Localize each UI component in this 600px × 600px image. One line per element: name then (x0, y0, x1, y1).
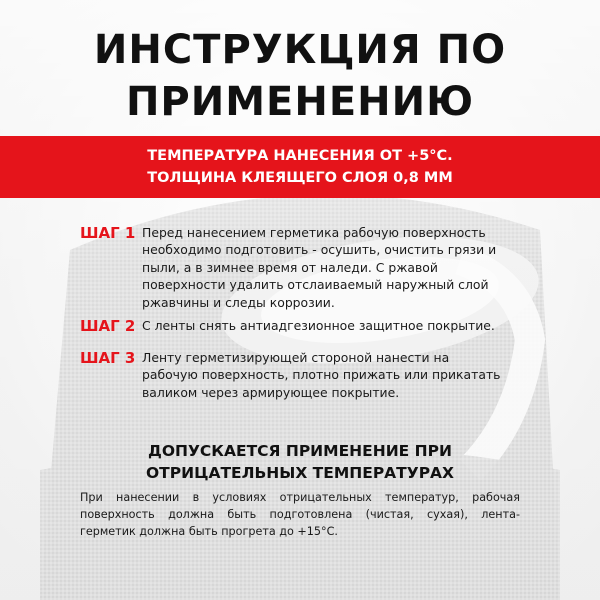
step-text-line: Перед нанесением герметика рабочую поверхность (142, 225, 486, 240)
step-3-text (142, 349, 534, 401)
note-line: герметик должна быть прогрета до +15°С. (80, 525, 338, 538)
note-line: поверхность должна быть подготовлена (чистая, сухая), лента- (80, 508, 520, 521)
banner-line-1: ТЕМПЕРАТУРА НАНЕСЕНИЯ ОТ +5°С. (147, 148, 453, 164)
step-text-line: пыли, а в зимнее время от наледи. С ржавой (142, 259, 438, 275)
title-line-1: ИНСТРУКЦИЯ ПО (93, 27, 507, 73)
title-line-2: ПРИМЕНЕНИЮ (125, 79, 475, 125)
step-text-line: необходимо подготовить - осушить, очистить грязи и (142, 242, 497, 258)
step-text-line: рабочую поверхность, плотно прижать или прикатать (142, 367, 501, 383)
step-text-line: поверхности удалить отслаиваемый наружный слой (142, 277, 489, 293)
subhead-line-1: ДОПУСКАЕТСЯ ПРИМЕНЕНИЕ ПРИ (148, 442, 452, 460)
negative-temperature-heading (0, 440, 600, 484)
step-2-text (142, 317, 534, 334)
note-line: При нанесении в условиях отрицательных температур, рабочая (80, 491, 520, 504)
step-text-line: С ленты снять антиадгезионное защитное покрытие. (142, 318, 495, 333)
negative-temperature-note (80, 489, 520, 540)
step-2-label: ШАГ 2 (80, 317, 136, 335)
step-1-text (142, 224, 534, 311)
step-3-label: ШАГ 3 (80, 349, 136, 367)
page-title (0, 24, 600, 128)
subhead-line-2: ОТРИЦАТЕЛЬНЫХ ТЕМПЕРАТУРАХ (145, 464, 455, 482)
step-text-line: Ленту герметизирующей стороной нанести на (142, 350, 450, 365)
step-text-line: ржавчины и следы коррозии. (142, 294, 335, 310)
banner-line-2: ТОЛЩИНА КЛЕЯЩЕГО СЛОЯ 0,8 ММ (147, 170, 453, 186)
temperature-banner (0, 136, 600, 198)
step-1-label: ШАГ 1 (80, 224, 136, 242)
step-text-line: валиком через армирующее покрытие. (142, 384, 400, 400)
